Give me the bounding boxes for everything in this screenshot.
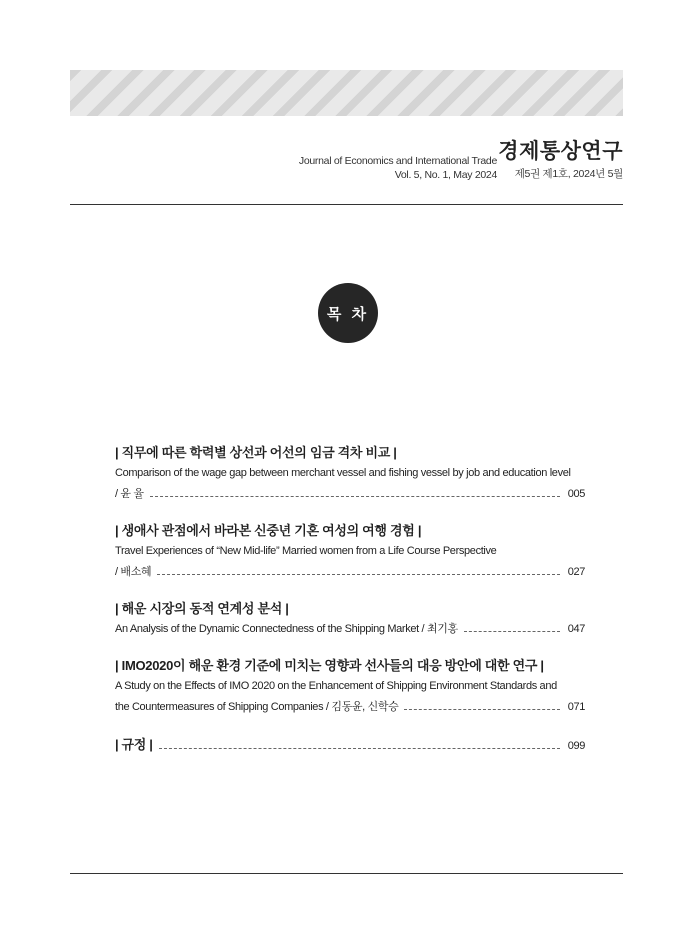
footer-divider — [70, 873, 623, 874]
entry-leader-line — [115, 619, 585, 640]
entry-title-kr: | 직무에 따른 학력별 상선과 어선의 임금 격차 비교 | — [115, 445, 397, 460]
entry-page: 071 — [567, 701, 585, 713]
toc-entry[interactable] — [115, 734, 610, 757]
dot-leader — [404, 708, 559, 710]
header-divider — [70, 204, 623, 205]
toc-list — [115, 443, 610, 773]
entry-title-en: Comparison of the wage gap between merchant vessel and fishing vessel by job and education level — [115, 467, 571, 479]
dot-leader — [464, 630, 560, 632]
entry-title-en: A Study on the Effects of IMO 2020 on the Enhancement of Shipping Environment Standards and — [115, 680, 557, 692]
volume-kr: 제5권 제1호, 2024년 5월 — [514, 168, 623, 180]
entry-title-kr: | 규정 | — [115, 737, 153, 752]
entry-title-en: An Analysis of the Dynamic Connectedness of the Shipping Market / 최기홍 — [115, 623, 458, 635]
entry-leader-line — [115, 734, 585, 757]
header-korean — [498, 138, 623, 181]
toc-label: 목 차 — [326, 305, 370, 323]
dot-leader — [157, 573, 559, 575]
toc-entry[interactable] — [115, 521, 610, 583]
entry-page: 099 — [567, 740, 585, 752]
decorative-stripe-band — [70, 70, 623, 116]
journal-name-kr: 경제통상연구 — [498, 140, 623, 163]
entry-author: / 배소혜 — [115, 566, 152, 578]
toc-entry[interactable] — [115, 599, 610, 640]
toc-entry[interactable] — [115, 443, 610, 505]
entry-title-en: Travel Experiences of “New Mid-life” Married women from a Life Course Perspective — [115, 545, 497, 557]
entry-author: / 윤 율 — [115, 488, 144, 500]
entry-leader-line — [115, 484, 585, 505]
entry-title-en-continued: the Countermeasures of Shipping Companies / 김동윤, 신학승 — [115, 701, 399, 713]
entry-title-kr: | 생애사 관점에서 바라본 신중년 기혼 여성의 여행 경험 | — [115, 523, 422, 538]
entry-page: 047 — [567, 623, 585, 635]
entry-leader-line — [115, 562, 585, 583]
journal-name-en: Journal of Economics and International Trade — [298, 155, 497, 167]
volume-en: Vol. 5, No. 1, May 2024 — [394, 169, 497, 181]
journal-header — [70, 138, 623, 186]
entry-title-kr: | IMO2020이 해운 환경 기준에 미치는 영향과 선사들의 대응 방안에 대한 연구 | — [115, 658, 544, 673]
header-english — [299, 154, 497, 182]
entry-page: 027 — [567, 566, 585, 578]
toc-badge — [318, 283, 378, 343]
entry-leader-line — [115, 697, 585, 718]
dot-leader — [159, 747, 560, 749]
toc-entry[interactable] — [115, 656, 610, 718]
entry-title-kr: | 해운 시장의 동적 연계성 분석 | — [115, 601, 289, 616]
dot-leader — [150, 495, 560, 497]
entry-page: 005 — [567, 488, 585, 500]
